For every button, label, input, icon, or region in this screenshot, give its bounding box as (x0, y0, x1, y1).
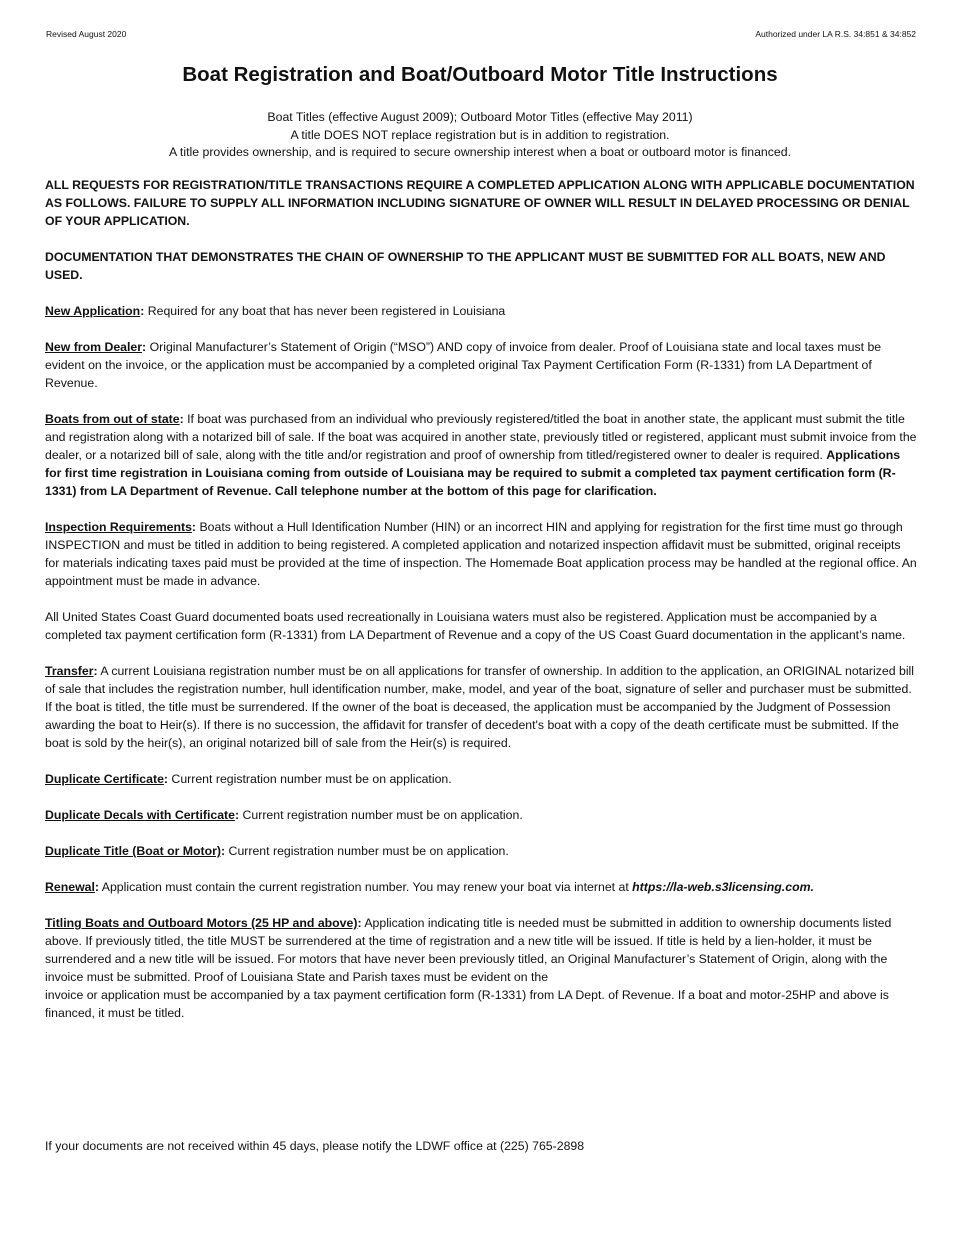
heading-duplicate-certificate: Duplicate Certificate (45, 772, 164, 786)
heading-duplicate-title: Duplicate Title (Boat or Motor) (45, 844, 222, 858)
text-out-of-state-bold: Applications for first time registration in Louisiana coming from outside of Louisiana may be required to submit a completed tax payment certification form (R-1331) from LA Department of Revenue. Call telephone number at the bottom of this page for clarification. (45, 448, 901, 498)
intro-line-title-vs-registration: A title DOES NOT replace registration but is in addition to registration. (290, 127, 670, 142)
revised-date: Revised August 2020 (46, 29, 127, 39)
section-out-of-state: Boats from out of state: If boat was purchased from an individual who previously registered/titled the boat in another state, the applicant must submit the title and registration along with a notarized bill of sale. If the boat was acquired in another state, previously titled or registered, applicant must submit invoice from the dealer, or a notarized bill of sale, along with the title and/or registration and proof of ownership from titled/registered owner to dealer is required. Applications for first time registration in Louisiana coming from outside of Louisiana may be required to submit a completed tax payment certification form (R-1331) from LA Department of Revenue. Call telephone number at the bottom of this page for clarification. (45, 412, 917, 498)
text-renewal: Application must contain the current registration number. You may renew your boat via internet at (99, 880, 633, 894)
section-coast-guard: All United States Coast Guard documented boats used recreationally in Louisiana waters must also be registered. Application must be accompanied by a completed tax payment certification form (R-1331) from LA Department of Revenue and a copy of the US Coast Guard documentation in the applicant’s name. (45, 610, 906, 642)
text-duplicate-decals: Current registration number must be on application. (239, 808, 523, 822)
notice-chain-of-ownership: DOCUMENTATION THAT DEMONSTRATES THE CHAIN OF OWNERSHIP TO THE APPLICANT MUST BE SUBMITTED FOR ALL BOATS, NEW AND USED. (45, 250, 886, 282)
section-titling: Titling Boats and Outboard Motors (25 HP and above): Application indicating title is needed must be submitted in addition to ownership documents listed above. If previously titled, the title MUST be surrendered at the time of registration and a new title will be issued. If title is held by a lien-holder, it must be surrendered and a new title will be issued. For motors that have never been previously titled, an Original Manufacturer’s Statement of Origin, along with the invoice must be submitted. Proof of Louisiana State and Parish taxes must be evident on the invoice or application must be accompanied by a tax payment certification form (R-1331) from LA Dept. of Revenue. If a boat and motor-25HP and above is financed, it must be titled. (45, 916, 892, 1020)
intro-line-effective-dates: Boat Titles (effective August 2009); Outboard Motor Titles (effective May 2011) (267, 110, 693, 124)
text-new-application: Required for any boat that has never been registered in Louisiana (144, 304, 506, 318)
heading-transfer: Transfer (45, 664, 94, 678)
notice-application-requirements: ALL REQUESTS FOR REGISTRATION/TITLE TRANSACTIONS REQUIRE A COMPLETED APPLICATION ALONG WITH APPLICABLE DOCUMENTATION AS FOLLOWS. FAILURE TO SUPPLY ALL INFORMATION INCLUDING SIGNATURE OF OWNER WILL RESULT IN DELAYED PROCESSING OR DENIAL OF YOUR APPLICATION. (45, 178, 915, 228)
section-new-from-dealer: New from Dealer: Original Manufacturer’s Statement of Origin (“MSO”) AND copy of invoice from dealer. Proof of Louisiana state and local taxes must be evident on the invoice, or the application must be accompanied by a completed original Tax Payment Certification Form (R-1331) from LA Department of Revenue. (45, 340, 882, 390)
section-duplicate-title: Duplicate Title (Boat or Motor): Current registration number must be on application. (45, 844, 509, 858)
heading-inspection: Inspection Requirements (45, 520, 192, 534)
text-new-from-dealer: Original Manufacturer’s Statement of Origin (“MSO”) AND copy of invoice from dealer. Proof of Louisiana state and local taxes must be evident on the invoice, or the application must be accompanied by a completed original Tax Payment Certification Form (R-1331) from LA Department of Revenue. (45, 340, 882, 390)
heading-out-of-state: Boats from out of state (45, 412, 180, 426)
section-duplicate-certificate: Duplicate Certificate: Current registration number must be on application. (45, 772, 452, 786)
section-renewal: Renewal: Application must contain the current registration number. You may renew your boat via internet at https://la-web.s3licensing.com. (45, 880, 814, 894)
section-new-application: New Application: Required for any boat that has never been registered in Louisiana (45, 304, 506, 318)
heading-duplicate-decals: Duplicate Decals with Certificate (45, 808, 235, 822)
intro-block (0, 109, 960, 162)
page-title: Boat Registration and Boat/Outboard Motor Title Instructions (182, 63, 778, 86)
text-out-of-state: If boat was purchased from an individual who previously registered/titled the boat in another state, the applicant must submit the title and registration along with a notarized bill of sale. If the boat was acquired in another state, previously titled or registered, applicant must submit invoice from the dealer, or a notarized bill of sale, along with the title and/or registration and proof of ownership from titled/registered owner to dealer is required. (45, 412, 917, 462)
heading-new-application: New Application (45, 304, 141, 318)
authorization-note: Authorized under LA R.S. 34:851 & 34:852 (755, 29, 916, 39)
heading-titling: Titling Boats and Outboard Motors (25 HP and above) (45, 916, 358, 930)
section-transfer: Transfer: A current Louisiana registration number must be on all applications for transfer of ownership. In addition to the application, an ORIGINAL notarized bill of sale that includes the registration number, hull identification number, make, model, and year of the boat, signature of seller and purchaser must be submitted. If the boat is titled, the title must be surrendered. If the owner of the boat is deceased, the application must be accompanied by the Judgment of Possession awarding the boat to Heir(s). If there is no succession, the affidavit for transfer of decedent's boat with a copy of the death certificate must be submitted. If the boat is sold by the heir(s), an original notarized bill of sale from the Heir(s) is required. (45, 664, 915, 750)
heading-new-from-dealer: New from Dealer (45, 340, 143, 354)
text-titling: Application indicating title is needed must be submitted in addition to ownership documents listed above. If previously titled, the title MUST be surrendered at the time of registration and a new title will be issued. If title is held by a lien-holder, it must be surrendered and a new title will be issued. For motors that have never been previously titled, an Original Manufacturer’s Statement of Origin, along with the invoice must be submitted. Proof of Louisiana State and Parish taxes must be evident on the (45, 916, 892, 984)
text-duplicate-title: Current registration number must be on application. (225, 844, 509, 858)
instructions-body (45, 176, 917, 1040)
text-transfer: A current Louisiana registration number must be on all applications for transfer of ownership. In addition to the application, an ORIGINAL notarized bill of sale that includes the registration number, hull identification number, make, model, and year of the boat, signature of seller and purchaser must be submitted. If the boat is titled, the title must be surrendered. If the owner of the boat is deceased, the application must be accompanied by the Judgment of Possession awarding the boat to Heir(s). If there is no succession, the affidavit for transfer of decedent's boat with a copy of the death certificate must be submitted. If the boat is sold by the heir(s), an original notarized bill of sale from the Heir(s) is required. (45, 664, 915, 750)
renewal-link[interactable]: https://la-web.s3licensing.com. (632, 880, 814, 894)
footer-note: If your documents are not received within 45 days, please notify the LDWF office at (225) 765-2898 (45, 1139, 585, 1153)
section-inspection: Inspection Requirements: Boats without a Hull Identification Number (HIN) or an incorrect HIN and applying for registration for the first time must go through INSPECTION and must be titled in addition to being registered. A completed application and notarized inspection affidavit must be submitted, original receipts for materials indicating taxes paid must be provided at the time of inspection. The Homemade Boat application process may be handled at the regional office. An appointment must be made in advance. (45, 520, 917, 588)
text-duplicate-certificate: Current registration number must be on application. (168, 772, 452, 786)
heading-renewal: Renewal (45, 880, 95, 894)
section-duplicate-decals: Duplicate Decals with Certificate: Current registration number must be on application. (45, 808, 523, 822)
text-inspection: Boats without a Hull Identification Number (HIN) or an incorrect HIN and applying for registration for the first time must go through INSPECTION and must be titled in addition to being registered. A completed application and notarized inspection affidavit must be submitted, original receipts for materials indicating taxes paid must be provided at the time of inspection. The Homemade Boat application process may be handled at the regional office. An appointment must be made in advance. (45, 520, 917, 588)
text-titling-continued: invoice or application must be accompanied by a tax payment certification form (R-1331) from LA Dept. of Revenue. If a boat and motor-25HP and above is financed, it must be titled. (45, 988, 889, 1020)
intro-line-ownership: A title provides ownership, and is required to secure ownership interest when a boat or outboard motor is financed. (168, 145, 792, 159)
